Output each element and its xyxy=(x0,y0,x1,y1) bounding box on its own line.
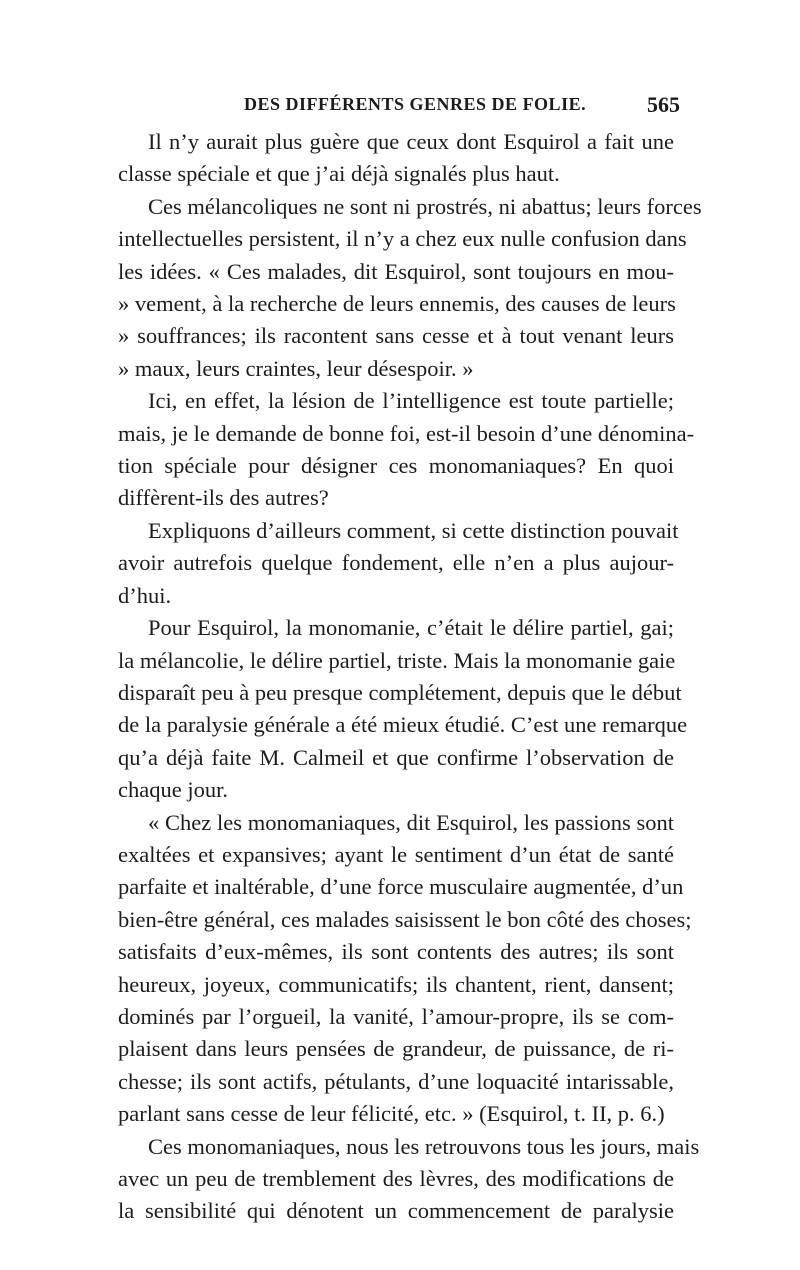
text-line: diffèrent-ils des autres? xyxy=(118,485,329,511)
text-line: heureux, joyeux, communicatifs; ils chantent, rient, dansent; xyxy=(118,971,674,997)
text-line: avec un peu de tremblement des lèvres, des modifications de xyxy=(118,1166,674,1191)
text-line: parfaite et inaltérable, d’une force musculaire augmentée, d’un xyxy=(118,874,684,900)
text-line: Pour Esquirol, la monomanie, c’était le délire partiel, gai; xyxy=(148,615,674,641)
text-line: qu’a déjà faite M. Calmeil et que confirme l’observation de xyxy=(118,744,674,770)
text-line: les idées. « Ces malades, dit Esquirol, sont toujours en mou- xyxy=(118,258,674,284)
text-line: exaltées et expansives; ayant le sentiment d’un état de santé xyxy=(118,841,674,867)
text-line: de la paralysie générale a été mieux étudié. C’est une remarque xyxy=(118,712,688,738)
text-line: disparaît peu à peu presque complétement, depuis que le début xyxy=(118,679,682,705)
running-title: DES DIFFÉRENTS GENRES DE FOLIE. xyxy=(244,94,587,114)
text-line: classe spéciale et que j’ai déjà signalés plus haut. xyxy=(118,161,560,187)
text-line: satisfaits d’eux-mêmes, ils sont contents des autres; ils sont xyxy=(118,939,674,965)
text-line: dominés par l’orgueil, la vanité, l’amour-propre, ils se com- xyxy=(118,1003,674,1029)
page-number: 565 xyxy=(647,92,680,117)
text-line: Ces mélancoliques ne sont ni prostrés, ni abattus; leurs forces xyxy=(148,193,702,219)
text-line: parlant sans cesse de leur félicité, etc. » (Esquirol, t. II, p. 6.) xyxy=(118,1101,665,1127)
body-text xyxy=(118,126,702,1228)
text-line: avoir autrefois quelque fondement, elle n’en a plus aujour- xyxy=(118,550,674,576)
text-line: la mélancolie, le délire partiel, triste. Mais la monomanie gaie xyxy=(118,647,676,673)
text-line: chaque jour. xyxy=(118,777,228,803)
text-line: Ici, en effet, la lésion de l’intelligence est toute partielle; xyxy=(148,388,674,414)
text-line: » souffrances; ils racontent sans cesse et à tout venant leurs xyxy=(118,323,674,349)
text-line: mais, je le demande de bonne foi, est-il besoin d’une dénomina- xyxy=(118,420,695,446)
text-line: tion spéciale pour désigner ces monomaniaques? En quoi xyxy=(118,453,674,479)
text-line: Ces monomaniaques, nous les retrouvons tous les jours, mais xyxy=(148,1133,700,1159)
page-header xyxy=(120,94,680,124)
text-line: Il n’y aurait plus guère que ceux dont Esquirol a fait une xyxy=(148,129,674,154)
text-line: » maux, leurs craintes, leur désespoir. » xyxy=(118,355,474,381)
text-line: « Chez les monomaniaques, dit Esquirol, les passions sont xyxy=(148,809,674,835)
text-line: bien-être général, ces malades saisissent le bon côté des choses; xyxy=(118,906,692,932)
text-line: intellectuelles persistent, il n’y a chez eux nulle confusion dans xyxy=(118,226,687,252)
text-line: chesse; ils sont actifs, pétulants, d’une loquacité intarissable, xyxy=(118,1068,674,1094)
text-line: » vement, à la recherche de leurs ennemis, des causes de leurs xyxy=(118,291,676,317)
text-line: plaisent dans leurs pensées de grandeur, de puissance, de ri- xyxy=(118,1036,674,1062)
text-line: la sensibilité qui dénotent un commencement de paralysie xyxy=(118,1198,674,1224)
text-line: d’hui. xyxy=(118,582,172,608)
text-line: Expliquons d’ailleurs comment, si cette distinction pouvait xyxy=(148,517,679,543)
